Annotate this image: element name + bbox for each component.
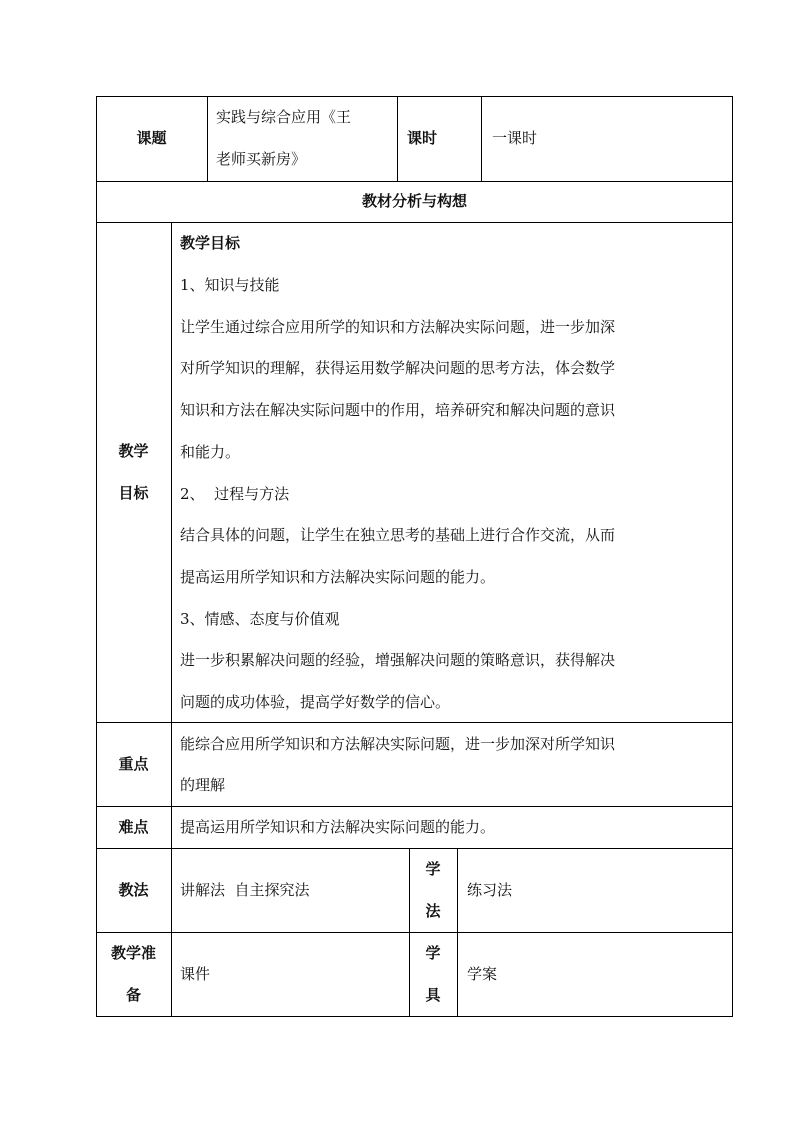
table-row-divider — [96, 181, 733, 182]
objective-line: 问题的成功体验，提高学好数学的信心。 — [180, 693, 451, 711]
table-row-divider — [96, 806, 733, 807]
section-title: 教材分析与构想 — [361, 192, 467, 210]
period-label: 课时 — [407, 129, 438, 147]
objectives-label-line-1: 教学 — [118, 442, 149, 460]
objective-line: 1、知识与技能 — [180, 276, 280, 294]
table-col-divider — [171, 222, 172, 1017]
table-col-divider — [207, 96, 208, 181]
learning-tools-label-line-2: 具 — [425, 986, 441, 1004]
objectives-label-line-2: 目标 — [118, 484, 149, 502]
table-col-divider — [457, 848, 458, 1017]
learning-method-value: 练习法 — [467, 881, 513, 899]
objective-line: 让学生通过综合应用所学的知识和方法解决实际问题，进一步加深 — [180, 318, 616, 336]
difficulty-text: 提高运用所学知识和方法解决实际问题的能力。 — [180, 818, 496, 836]
objective-line: 知识和方法在解决实际问题中的作用，培养研究和解决问题的意识 — [180, 401, 616, 419]
objective-line: 结合具体的问题，让学生在独立思考的基础上进行合作交流，从而 — [180, 526, 616, 544]
teaching-method-label: 教法 — [118, 881, 149, 899]
period-value: 一课时 — [492, 129, 538, 147]
teaching-method-value: 讲解法 自主探究法 — [180, 881, 310, 899]
table-row-divider — [96, 848, 733, 849]
objective-line: 对所学知识的理解，获得运用数学解决问题的思考方法，体会数学 — [180, 359, 616, 377]
learning-method-label-line-1: 学 — [425, 860, 441, 878]
table-row-divider — [96, 932, 733, 933]
table-border-left — [96, 96, 97, 1017]
preparation-label-line-2: 备 — [125, 986, 141, 1004]
objective-line: 和能力。 — [180, 443, 241, 461]
preparation-label-line-1: 教学准 — [110, 944, 156, 962]
table-row-divider — [96, 222, 733, 223]
table-border-right — [732, 96, 733, 1017]
learning-tools-label-line-1: 学 — [425, 944, 441, 962]
topic-label: 课题 — [136, 129, 167, 147]
topic-value-line-1: 实践与综合应用《王 — [216, 108, 352, 126]
objective-line: 2、 过程与方法 — [180, 485, 290, 503]
difficulty-label: 难点 — [118, 818, 149, 836]
key-point-line-1: 能综合应用所学知识和方法解决实际问题，进一步加深对所学知识 — [180, 735, 616, 753]
table-border-top — [96, 96, 733, 97]
table-row-divider — [96, 722, 733, 723]
key-point-label: 重点 — [118, 755, 149, 773]
objective-line: 进一步积累解决问题的经验，增强解决问题的策略意识，获得解决 — [180, 651, 616, 669]
objective-line: 3、情感、态度与价值观 — [180, 610, 340, 628]
table-border-bottom — [96, 1016, 733, 1017]
learning-method-label-line-2: 法 — [425, 902, 441, 920]
table-col-divider — [481, 96, 482, 181]
preparation-value: 课件 — [180, 965, 211, 983]
topic-value-line-2: 老师买新房》 — [216, 150, 307, 168]
key-point-line-2: 的理解 — [180, 776, 226, 794]
table-col-divider — [397, 96, 398, 181]
objectives-heading: 教学目标 — [180, 234, 241, 252]
learning-tools-value: 学案 — [467, 965, 498, 983]
objective-line: 提高运用所学知识和方法解决实际问题的能力。 — [180, 568, 496, 586]
